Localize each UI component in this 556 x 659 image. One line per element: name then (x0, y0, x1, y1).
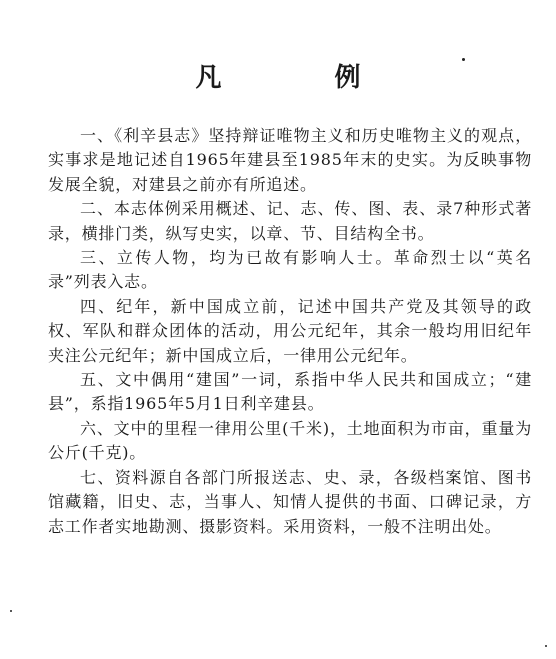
paragraph-3: 三、立传人物，均为已故有影响人士。革命烈士以“英名录”列表入志。 (48, 248, 532, 292)
document-body (48, 124, 532, 539)
scan-speck (462, 58, 465, 61)
scan-speck (545, 645, 547, 647)
paragraph-1: 一、《利辛县志》坚持辩证唯物主义和历史唯物主义的观点，实事求是地记述自1965年建县至1985年末的史实。为反映事物发展全貌，对建县之前亦有所追述。 (48, 126, 532, 194)
paragraph-2: 二、本志体例采用概述、记、志、传、图、表、录7种形式著录，横排门类，纵写史实，以章、节、目结构全书。 (48, 199, 532, 243)
paragraph-7: 七、资料源自各部门所报送志、史、录，各级档案馆、图书馆藏籍，旧史、志，当事人、知情人提供的书面、口碑记录，方志工作者实地勘测、摄影资料。采用资料，一般不注明出处。 (48, 467, 532, 536)
page-title: 凡 例 (195, 63, 413, 93)
paragraph-4: 四、纪年，新中国成立前，记述中国共产党及其领导的政权、军队和群众团体的活动，用公元纪年，其余一般均用旧纪年夹注公元纪年；新中国成立后，一律用公元纪年。 (48, 296, 532, 365)
paragraph-6: 六、文中的里程一律用公里(千米)，土地面积为市亩，重量为公斤(千克)。 (48, 418, 532, 463)
scan-speck (10, 610, 12, 612)
paragraph-5: 五、文中偶用“建国”一词，系指中华人民共和国成立；“建县”，系指1965年5月1日利辛建县。 (48, 370, 532, 414)
